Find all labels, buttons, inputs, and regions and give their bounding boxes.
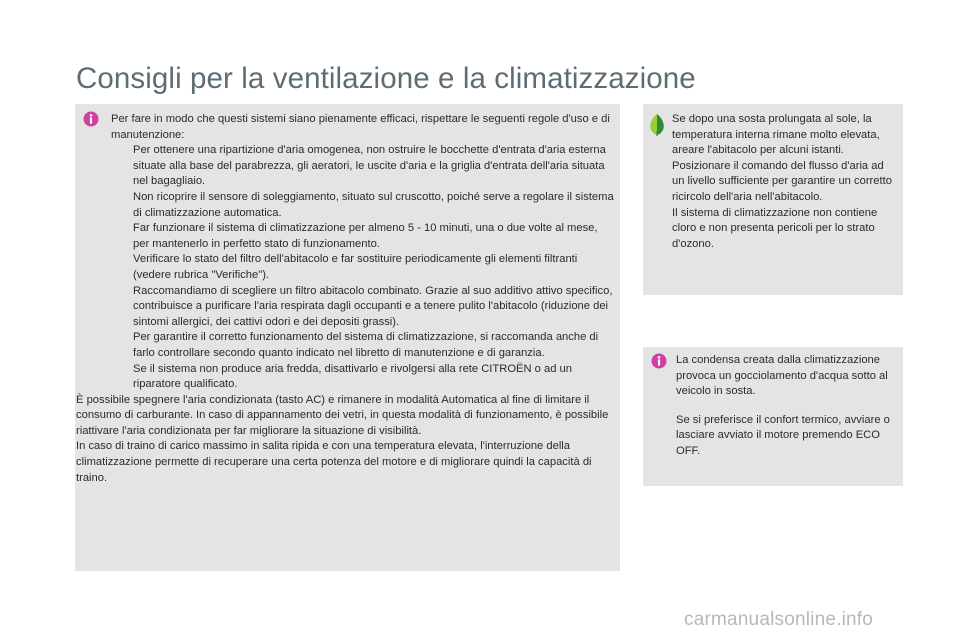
list-item — [111, 143, 614, 190]
sun-text-1: Se dopo una sosta prolungata al sole, la temperatura interna rimane molto elevata, areare l'abitacolo per alcuni istanti. — [672, 113, 880, 157]
condensation-info-box — [643, 347, 903, 486]
list-item — [111, 190, 614, 221]
main-advice-box — [75, 104, 620, 571]
info-icon — [651, 353, 667, 369]
list-item-text: Far funzionare il sistema di climatizzazione per almeno 5 - 10 minuti, una o due volte al mese, per mantenerlo in perfetto stato di funzionamento. — [133, 222, 598, 250]
list-item-text: Verificare lo stato del filtro dell'abitacolo e far sostituire periodicamente gli elementi filtranti (vedere rubrica "Verifiche"). — [133, 253, 578, 281]
ventilation-tip-text — [672, 112, 895, 252]
list-item-text: Se il sistema non produce aria fredda, disattivarlo e rivolgersi alla rete CITROËN o ad un riparatore qualificato. — [133, 362, 573, 391]
list-item-text: Non ricoprire il sensore di soleggiamento, situato sul cruscotto, poiché serve a regolare il sistema di climatizzazione automatica. — [133, 190, 614, 219]
sun-text-3: Il sistema di climatizzazione non contiene cloro e non presenta pericoli per lo strato d'ozono. — [672, 206, 878, 250]
list-item — [111, 221, 614, 252]
list-item-text: Per garantire il corretto funzionamento del sistema di climatizzazione, si raccomanda anche di farlo controllare secondo quanto indicato nel libretto di manutenzione e di garanzia. — [133, 331, 599, 359]
list-item-extra-text: Raccomandiamo di scegliere un filtro abitacolo combinato. Grazie al suo additivo attivo specifico, contribuisce a purificare l'aria respirata dagli occupanti e a tenere pulito l'abitacolo (riduzione dei sintomi allergici, dei cattivi odori e dei depositi grassi). — [133, 284, 613, 328]
condensation-info-text — [676, 353, 895, 460]
cond-text-1: La condensa creata dalla climatizzazione provoca un gocciolamento d'acqua sotto al veicolo in sosta. — [676, 354, 888, 398]
sun-text-2: Posizionare il comando del flusso d'aria ad un livello sufficiente per garantire un corretto ricircolo dell'aria nell'abitacolo. — [672, 159, 892, 203]
main-advice-text — [76, 112, 614, 486]
cond-text-2: Se si preferisce il confort termico, avviare o lasciare avviato il motore premendo ECO OFF. — [676, 413, 890, 457]
ventilation-tip-box — [643, 104, 903, 295]
eco-leaf-icon — [648, 113, 666, 137]
main-intro: Per fare in modo che questi sistemi siano pienamente efficaci, rispettare le seguenti regole d'uso e di manutenzione: — [111, 113, 610, 141]
watermark: carmanualsonline.info — [684, 609, 874, 630]
maintenance-rules-list — [111, 143, 614, 393]
paragraph-gap — [676, 400, 895, 413]
list-item — [111, 362, 614, 393]
list-item-text: Per ottenere una ripartizione d'aria omogenea, non ostruire le bocchette d'entrata d'aria esterna situate alla base del parabrezza, gli aeratori, le uscite d'aria e la griglia d'entrata dell'aria situata nel bagagliaio. — [133, 144, 606, 188]
towing-paragraph: In caso di traino di carico massimo in salita ripida e con una temperatura elevata, l'interruzione della climatizzazione permette di recuperare una certa potenza del motore e di migliorare quindi la capacità di traino. — [76, 440, 592, 484]
list-item — [111, 252, 614, 330]
ac-economy-paragraph: È possibile spegnere l'aria condizionata (tasto AC) e rimanere in modalità Automatica al fine di limitare il consumo di carburante. In caso di appannamento dei vetri, in questa modalità di funzionamento, è possibile riattivare l'aria condizionata per far migliorare la situazione di visibilità. — [76, 393, 609, 437]
info-icon — [83, 111, 99, 127]
list-item — [111, 330, 614, 361]
page-title: Consigli per la ventilazione e la climatizzazione — [76, 62, 696, 95]
